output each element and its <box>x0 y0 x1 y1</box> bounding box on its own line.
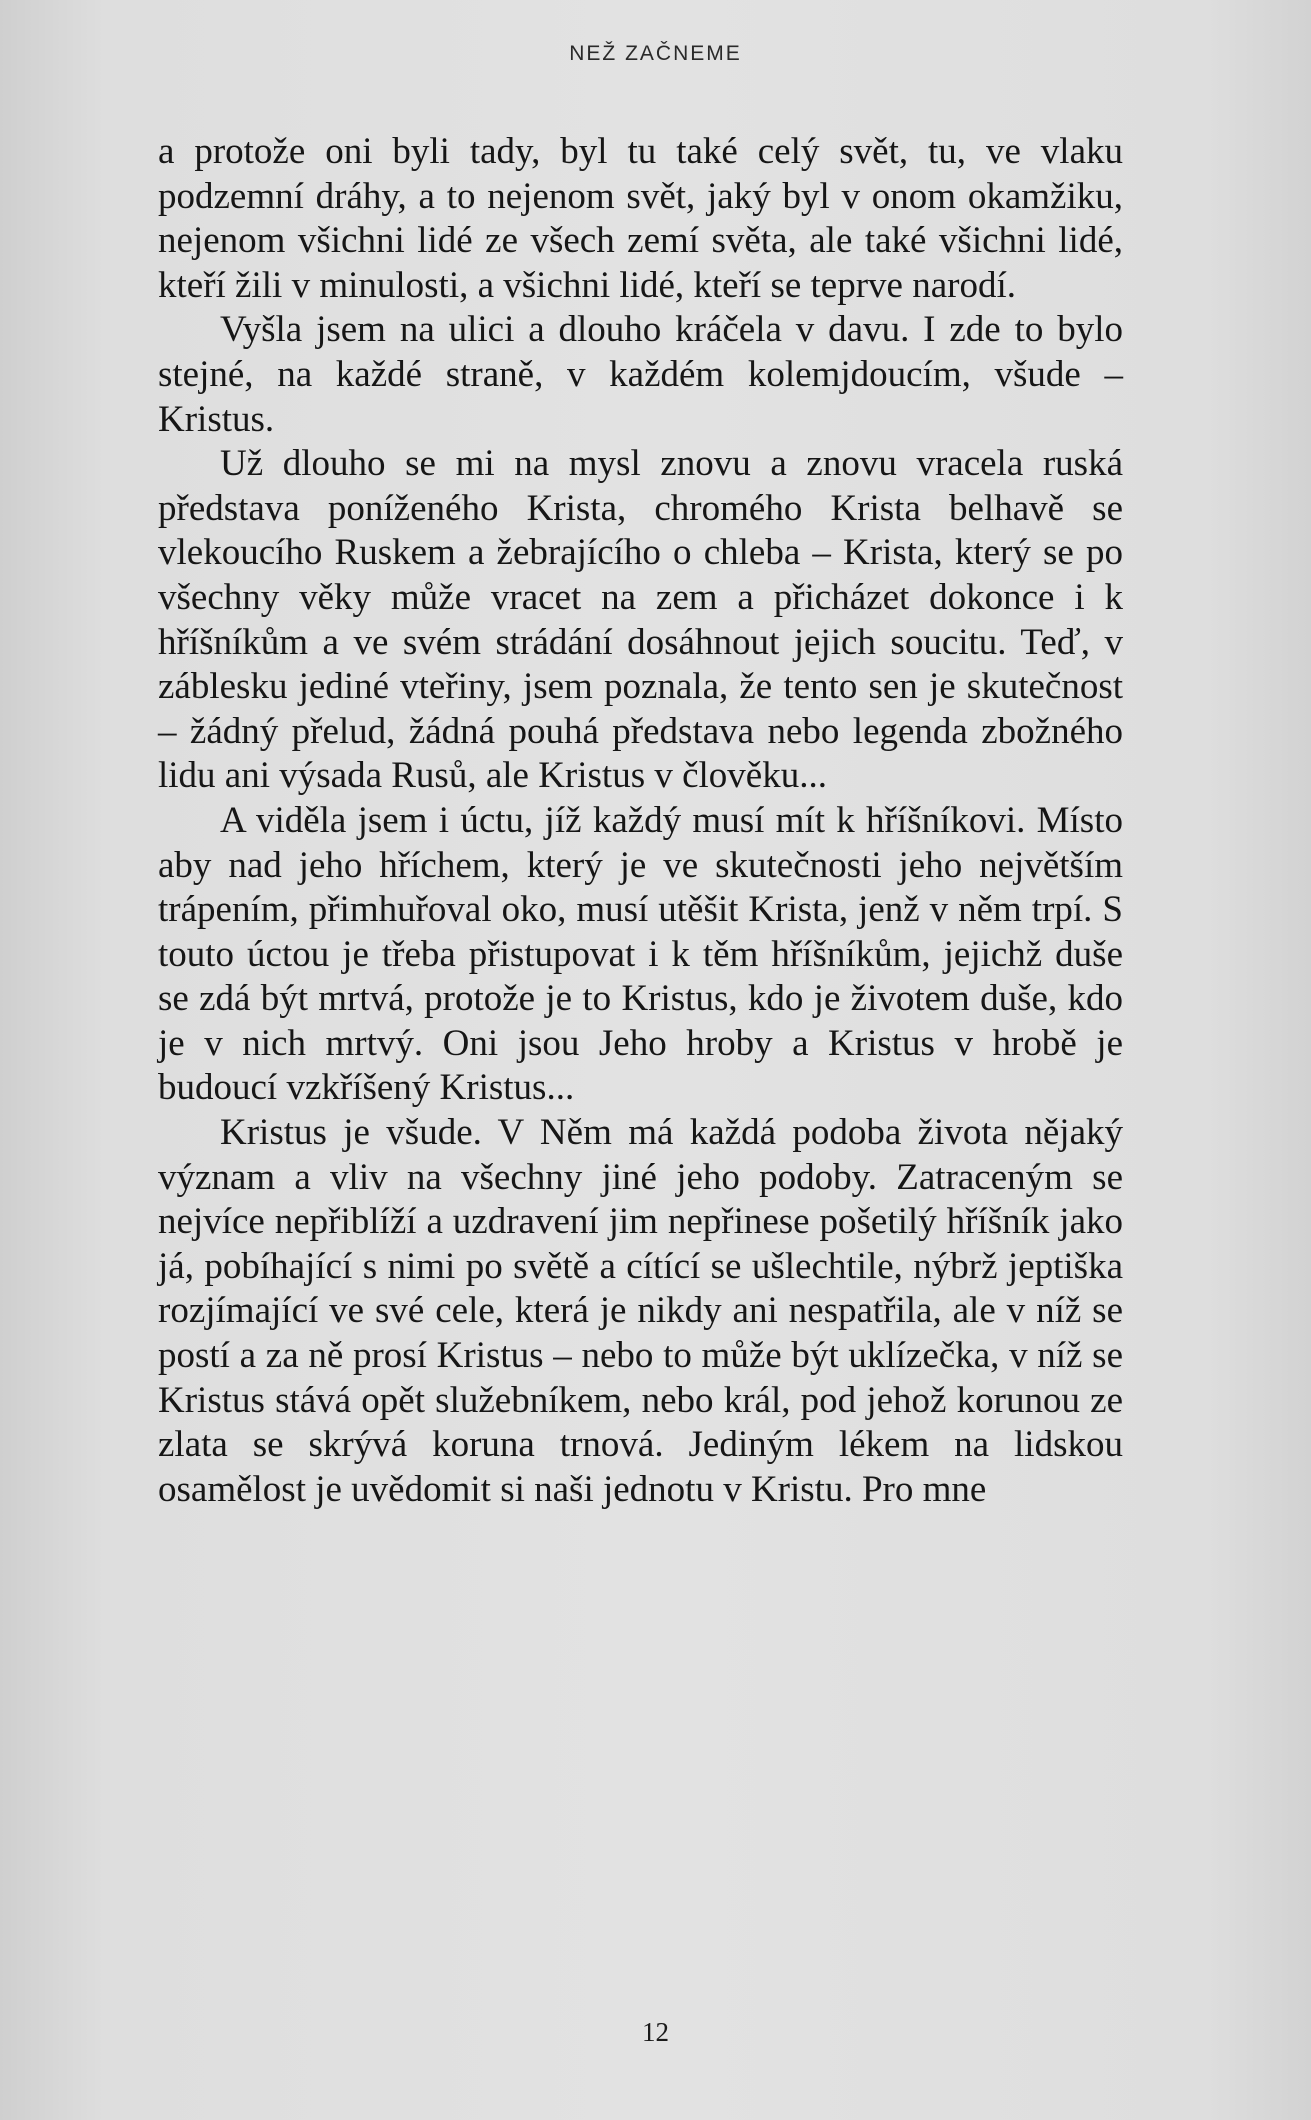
page-number: 12 <box>642 2017 669 2047</box>
paragraph-1: a protože oni byli tady, byl tu také celý svět, tu, ve vlaku podzemní dráhy, a to nejenom svět, jaký byl v onom okamžiku, nejenom všichni lidé ze všech zemí světa, ale také všichni lidé, kteří žili v minulosti, a všichni lidé, kteří se teprve narodí. <box>158 131 1123 306</box>
running-head: NEŽ ZAČNEME <box>569 42 742 65</box>
paragraph-4: A viděla jsem i úctu, jíž každý musí mít k hříšníkovi. Místo aby nad jeho hříchem, který je ve skutečnosti jeho největším trápením, přimhuřoval oko, musí utěšit Krista, jenž v něm trpí. S touto úctou je třeba přistupovat i k těm hříšníkům, jejichž duše se zdá být mrtvá, protože je to Kristus, kdo je životem duše, kdo je v nich mrtvý. Oni jsou Jeho hroby a Kristus v hrobě je budoucí vzkříšený Kristus... <box>158 799 1123 1109</box>
paragraph-3: Už dlouho se mi na mysl znovu a znovu vracela ruská představa poníženého Krista, chromého Krista belhavě se vlekoucího Ruskem a žebrajícího o chleba – Krista, který se po všechny věky může vracet na zem a přicházet dokonce i k hříšníkům a ve svém strádání dosáhnout jejich soucitu. Teď, v záblesku jediné vteřiny, jsem poznala, že tento sen je skutečnost – žádný přelud, žádná pouhá představa nebo legenda zbožného lidu ani výsada Rusů, ale Kristus v člověku... <box>158 443 1123 797</box>
body-text <box>158 130 1123 1512</box>
paragraph-5: Kristus je všude. V Něm má každá podoba života nějaký význam a vliv na všechny jiné jeho podoby. Zatraceným se nejvíce nepřiblíží a uzdravení jim nepřinese pošetilý hříšník jako já, pobíhající s nimi po světě a cítící se ušlechtile, nýbrž jeptiška rozjímající ve své cele, která je nikdy ani nespatřila, ale v níž se postí a za ně prosí Kristus – nebo to může být uklízečka, v níž se Kristus stává opět služebníkem, nebo král, pod jehož korunou ze zlata se skrývá koruna trnová. Jediným lékem na lidskou osamělost je uvědomit si naši jednotu v Kristu. Pro mne <box>158 1112 1123 1510</box>
paragraph-2: Vyšla jsem na ulici a dlouho kráčela v davu. I zde to bylo stejné, na každé straně, v každém kolemjdoucím, všude – Kristus. <box>158 309 1123 440</box>
